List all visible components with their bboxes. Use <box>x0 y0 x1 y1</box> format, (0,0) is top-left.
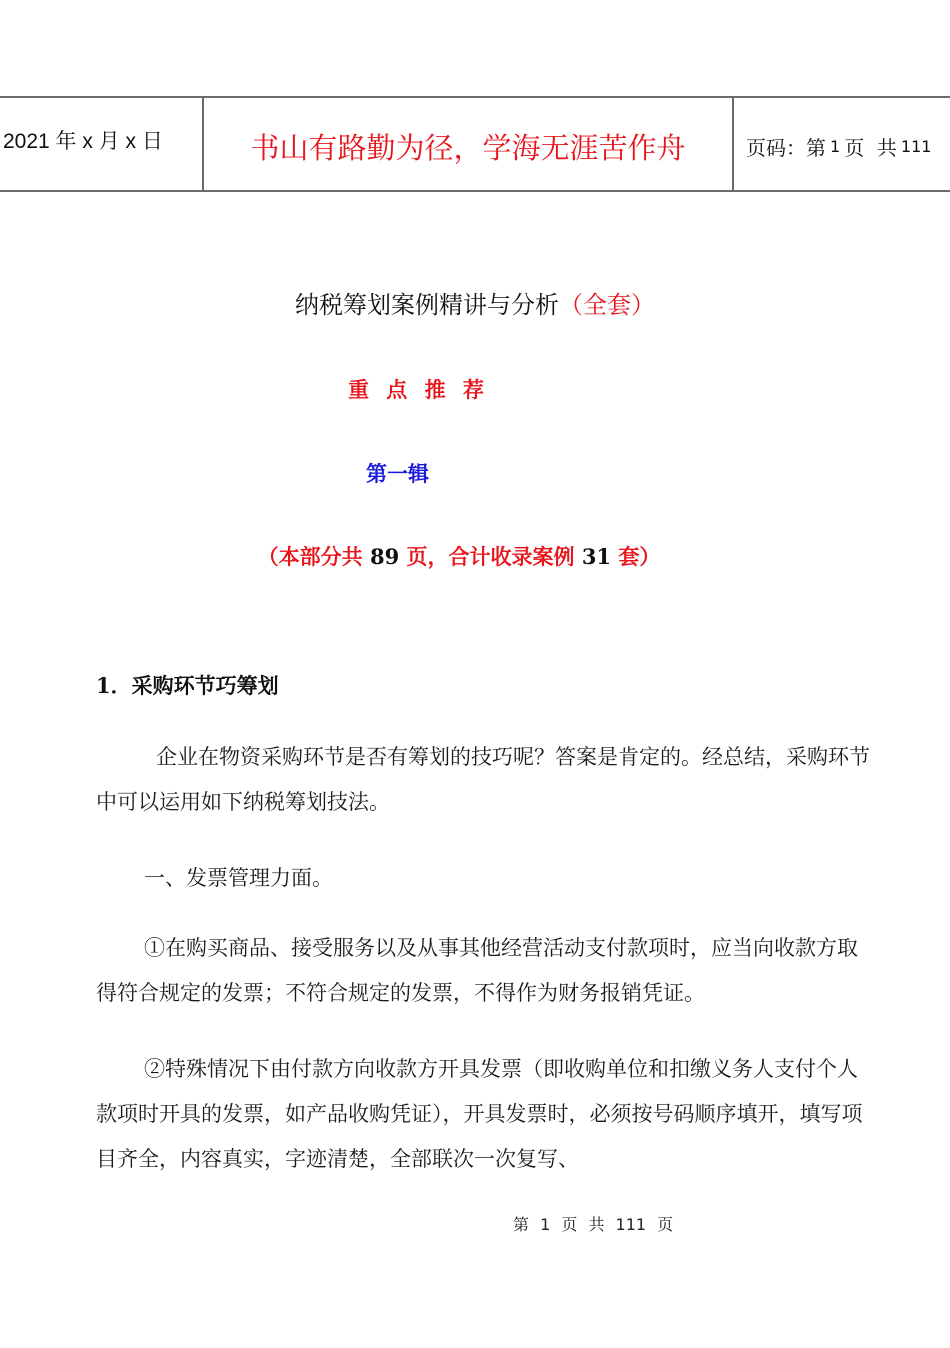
paragraph-item-2: ②特殊情况下由付款方向收款方开具发票（即收购单位和扣缴义务人支付个人款项时开具的发票，如产品收购凭证），开具发票时，必须按号码顺序填开，填写项目齐全，内容真实，字迹清楚，全部联次一次复写、 <box>96 1057 863 1171</box>
volume-label: 第一辑 <box>366 462 429 486</box>
document-title-suffix: （全套） <box>559 291 655 319</box>
page-footer: 第 1 页 共 111 页 <box>513 1215 674 1234</box>
document-title <box>0 285 950 320</box>
header-date: 2021 年 x 月 x 日 <box>3 130 163 153</box>
header-page-label: 页码：第 <box>746 135 826 160</box>
header-page-total: 111 <box>900 136 932 156</box>
summary-line <box>0 541 918 571</box>
header-page-mid: 页 共 <box>844 135 897 160</box>
summary-part2: 页，合计收录案例 <box>406 544 575 569</box>
page-header-table <box>0 96 950 192</box>
summary-part1: （本部分共 <box>257 544 363 569</box>
paragraph-item-1: ①在购买商品、接受服务以及从事其他经营活动支付款项时，应当向收款方取得符合规定的发票；不符合规定的发票，不得作为财务报销凭证。 <box>96 936 858 1005</box>
document-title-main: 纳税筹划案例精讲与分析 <box>295 291 559 319</box>
section-heading: 1．采购环节巧筹划 <box>96 673 279 698</box>
header-date-cell <box>0 98 204 190</box>
summary-part3: 套） <box>618 544 661 569</box>
summary-pages-count: 89 <box>369 544 400 569</box>
header-motto: 书山有路勤为径，学海无涯苦作舟 <box>250 130 686 165</box>
summary-cases-count: 31 <box>581 544 612 569</box>
paragraph-intro: 企业在物资采购环节是否有筹划的技巧呢？答案是肯定的。经总结，采购环节中可以运用如下纳税筹划技法。 <box>96 745 870 814</box>
header-page-cell <box>734 98 950 190</box>
header-motto-cell <box>204 98 734 190</box>
paragraph-subheading: 一、发票管理力面。 <box>144 866 333 890</box>
header-page-current: 1 <box>830 136 841 156</box>
recommend-label: 重 点 推 荐 <box>348 378 486 402</box>
